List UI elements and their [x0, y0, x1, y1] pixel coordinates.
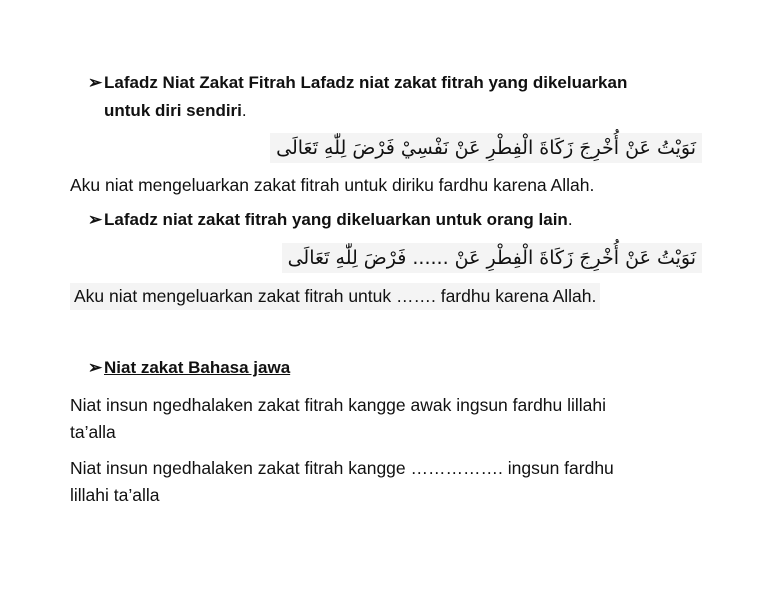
- section2-heading-period: .: [567, 210, 573, 229]
- arrow-bullet-icon: ➢: [88, 73, 103, 92]
- section1-translation: Aku niat mengeluarkan zakat fitrah untuk diriku fardhu karena Allah.: [70, 175, 595, 195]
- section2-translation: Aku niat mengeluarkan zakat fitrah untuk ……. fardhu karena Allah.: [70, 283, 600, 310]
- arrow-bullet-icon: ➢: [88, 358, 103, 377]
- section1-heading-cont: [104, 98, 247, 124]
- section1-heading-period: .: [241, 101, 247, 120]
- section2-heading: [88, 207, 573, 233]
- section3-para2-line2: lillahi ta’alla: [70, 485, 160, 505]
- section1-arabic-text: نَوَيْتُ عَنْ أُخْرِجَ زَكَاةَ الْفِطْرِ عَنْ نَفْسِيْ فَرْضَ لِلّٰهِ تَعَالَى: [270, 133, 702, 163]
- section1-heading: [88, 70, 627, 96]
- section2-heading-text: Lafadz niat zakat fitrah yang dikeluarkan untuk orang lain: [104, 210, 568, 229]
- section3-para2-line1: Niat insun ngedhalaken zakat fitrah kangge ……………. ingsun fardhu: [70, 458, 614, 478]
- section1-heading-line1: Lafadz Niat Zakat Fitrah Lafadz niat zakat fitrah yang dikeluarkan: [104, 73, 628, 92]
- section3-para1-line2: ta’alla: [70, 422, 116, 442]
- section3-heading: [88, 355, 290, 381]
- section3-heading-text: Niat zakat Bahasa jawa: [104, 358, 291, 377]
- section2-arabic-text: نَوَيْتُ عَنْ أُخْرِجَ زَكَاةَ الْفِطْرِ عَنْ ...... فَرْضَ لِلّٰهِ تَعَالَى: [282, 243, 702, 273]
- section1-heading-line2: untuk diri sendiri: [104, 101, 242, 120]
- arrow-bullet-icon: ➢: [88, 210, 103, 229]
- section3-para1-line1: Niat insun ngedhalaken zakat fitrah kangge awak ingsun fardhu lillahi: [70, 395, 607, 415]
